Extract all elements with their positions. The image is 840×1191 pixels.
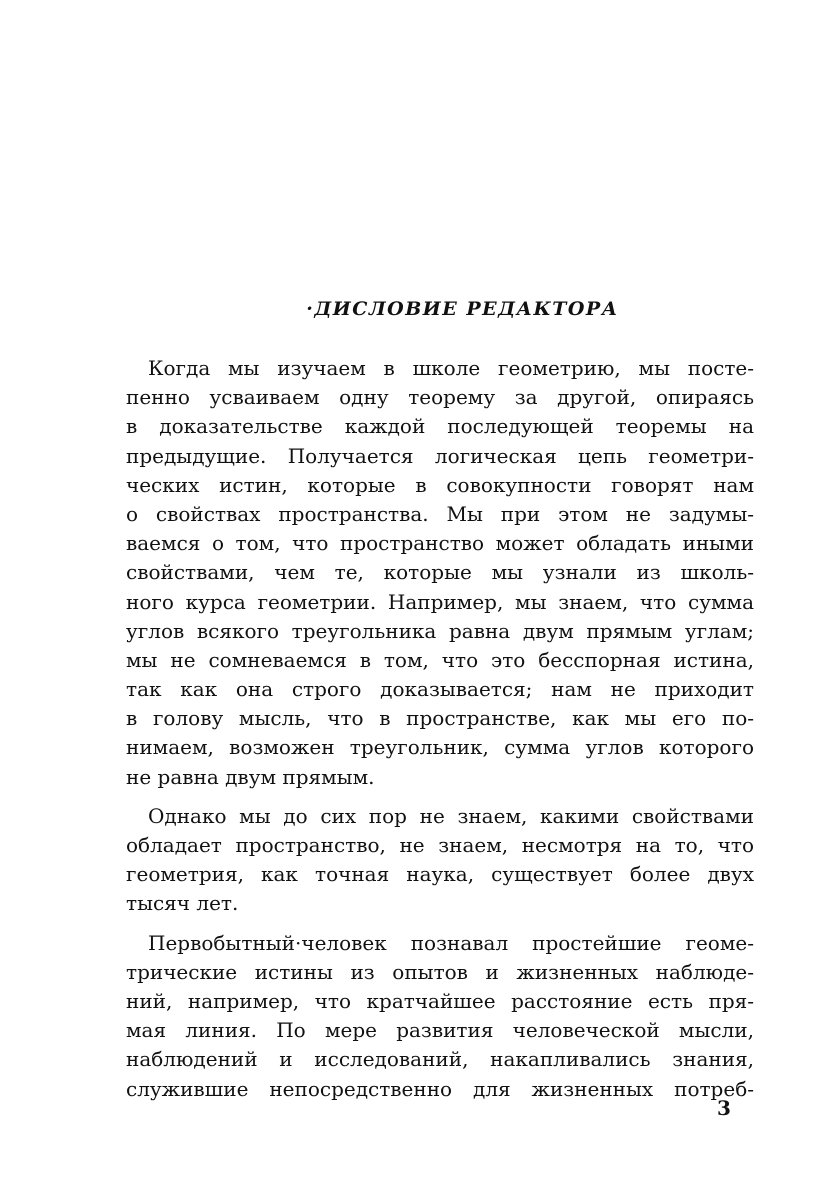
- text-line: о свойствах пространства. Мы при этом не задумы-: [126, 501, 754, 526]
- paragraph: [126, 354, 754, 792]
- text-line: тысяч лет.: [126, 891, 239, 916]
- chapter-heading: ·ДИСЛОВИЕ РЕДАКТОРА: [306, 298, 619, 320]
- text-line: свойствами, чем те, которые мы узнали из школь-: [126, 560, 754, 585]
- text-line: так как она строго доказывается; нам не приходит: [126, 677, 754, 702]
- text-line: в доказательстве каждой последующей теоремы на: [126, 414, 754, 439]
- text-line: пенно усваиваем одну теорему за другой, опираясь: [126, 385, 754, 410]
- text-line: трические истины из опытов и жизненных наблюде-: [126, 959, 754, 984]
- text-line: геометрия, как точная наука, существует более двух: [126, 862, 754, 887]
- text-line: нимаем, возможен треугольник, сумма углов которого: [126, 735, 754, 760]
- text-line: Однако мы до сих пор не знаем, какими свойствами: [148, 803, 754, 828]
- paragraph: [126, 929, 754, 1104]
- text-line: мы не сомневаемся в том, что это бесспорная истина,: [126, 647, 754, 672]
- text-line: наблюдений и исследований, накапливались знания,: [126, 1047, 754, 1072]
- paragraph: [126, 802, 754, 919]
- body-text: [126, 354, 754, 1114]
- page-number: 3: [717, 1096, 731, 1120]
- text-line: ний, например, что кратчайшее расстояние есть пря-: [126, 988, 754, 1013]
- text-line: углов всякого треугольника равна двум прямым углам;: [126, 618, 754, 643]
- text-line: обладает пространство, не знаем, несмотря на то, что: [126, 833, 754, 857]
- text-line: Первобытный·человек познавал простейшие геоме-: [148, 930, 754, 955]
- text-line: ного курса геометрии. Например, мы знаем, что сумма: [126, 589, 754, 614]
- text-line: не равна двум прямым.: [126, 764, 375, 789]
- text-line: ваемся о том, что пространство может обладать иными: [126, 531, 754, 556]
- text-line: Когда мы изучаем в школе геометрию, мы посте-: [148, 356, 754, 380]
- text-line: ческих истин, которые в совокупности говорят нам: [126, 472, 754, 497]
- text-line: в голову мысль, что в пространстве, как мы его по-: [126, 706, 754, 731]
- text-line: мая линия. По мере развития человеческой мысли,: [126, 1018, 754, 1043]
- text-line: предыдущие. Получается логическая цепь геометри-: [126, 443, 754, 468]
- text-line: служившие непосредственно для жизненных потреб-: [126, 1076, 754, 1101]
